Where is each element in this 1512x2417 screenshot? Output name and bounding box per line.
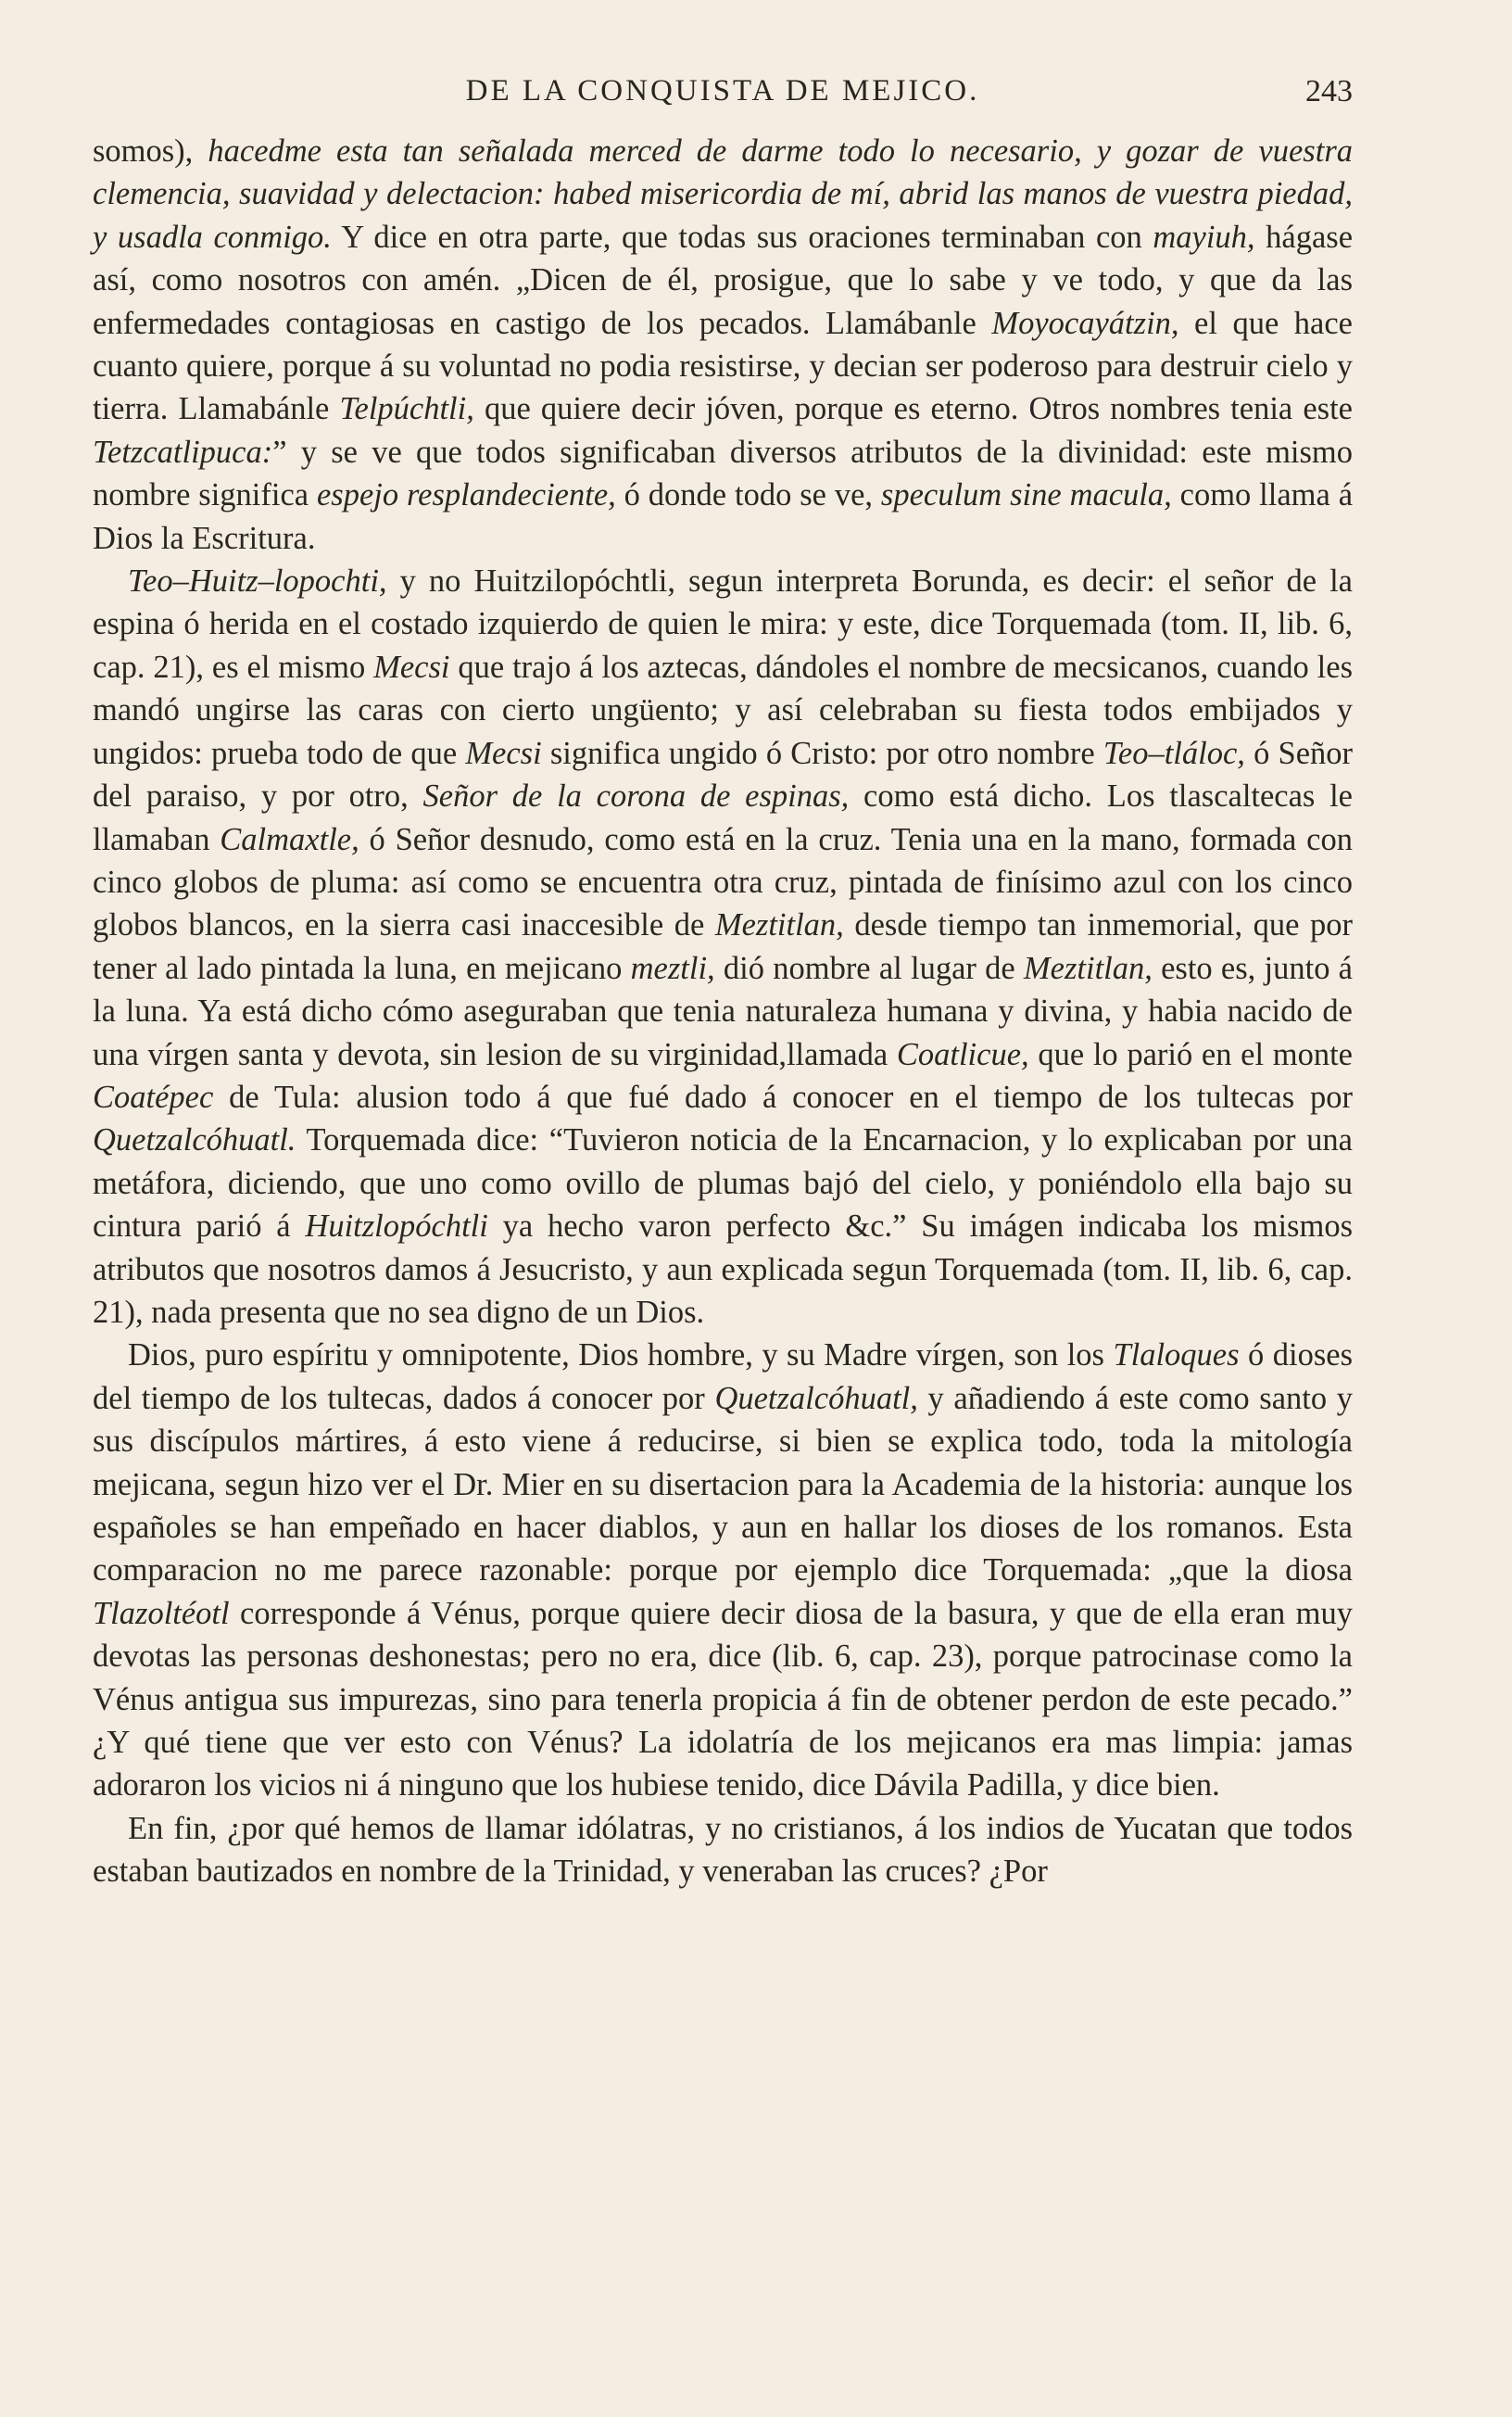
- italic-term: Teo–tláloc,: [1102, 735, 1245, 771]
- text-span: esto es, junto á la luna. Ya está dicho cómo aseguraban que tenia naturaleza humana y divina, y habia nacido de una vírgen santa y devota, sin lesion de su virginidad,llamada: [93, 950, 1353, 1072]
- paragraph-1: [93, 130, 1353, 560]
- text-span: Y dice en otra parte, que todas sus oraciones terminaban con: [331, 219, 1153, 255]
- italic-term: meztli,: [630, 950, 715, 986]
- text-span: que lo parió en el monte: [1028, 1036, 1353, 1072]
- italic-term: Mecsi: [373, 649, 450, 685]
- italic-term: Mecsi: [465, 735, 542, 771]
- text-span: Torquemada dice: “Tuvieron noticia de la Encarnacion, y lo explicaban por una metáfora, diciendo, que uno como ovillo de plumas bajó del cielo, y poniéndolo ella bajo su cintura parió á: [93, 1122, 1353, 1245]
- italic-term: Coatlicue,: [896, 1036, 1029, 1072]
- italic-term: Meztitlan,: [714, 907, 844, 943]
- italic-term: mayiuh,: [1153, 219, 1255, 255]
- text-span: En fin, ¿por qué hemos de llamar idólatras, y no cristianos, á los indios de Yucatan que todos estaban bautizados en nombre de la Trinidad, y veneraban las cruces? ¿Por: [93, 1810, 1353, 1890]
- text-span: dió nombre al lugar de: [714, 950, 1024, 986]
- body-text: [93, 130, 1353, 1893]
- italic-term: Huitzlopóchtli: [305, 1208, 488, 1245]
- text-span: que trajo á los aztecas, dándoles el nombre de mecsicanos, cuando les mandó ungirse las caras con cierto ungüento; y así celebraban su fiesta todos embijados y ungidos: prueba todo de que: [93, 649, 1354, 771]
- text-span: hágase así, como nosotros con amén. „Dicen de él, prosigue, que lo sabe y ve todo, y que da las enfermedades contagiosas en castigo de los pecados. Llamábanle: [93, 219, 1354, 341]
- italic-term: Meztitlan,: [1023, 950, 1153, 986]
- paragraph-2: [93, 560, 1353, 1334]
- text-span: ó dioses del tiempo de los tultecas, dados á conocer por: [93, 1337, 1353, 1416]
- text-span: ó Señor del paraiso, y por otro,: [93, 735, 1353, 815]
- italic-term: Tlazoltéotl: [93, 1595, 230, 1631]
- text-span: como llama á Dios la Escritura.: [93, 477, 1354, 556]
- text-span: ó donde todo se ve,: [615, 477, 881, 513]
- italic-term: espejo resplandeciente,: [316, 477, 616, 513]
- italic-term: Moyocayátzin,: [991, 305, 1179, 341]
- text-span: significa ungido ó Cristo: por otro nombre: [541, 735, 1103, 771]
- text-span: como está dicho. Los tlascaltecas le llamaban: [93, 778, 1353, 857]
- italic-term: Quetzalcóhuatl,: [714, 1380, 918, 1416]
- italic-quote: hacedme esta tan señalada merced de darme todo lo necesario, y gozar de vuestra clemencia, suavidad y delectacion: habed misericordia de mí, abrid las manos de vuestra piedad, y usadla conmigo.: [93, 133, 1353, 255]
- text-span: de Tula: alusion todo á que fué dado á conocer en el tiempo de los tultecas por: [213, 1079, 1353, 1115]
- italic-term: Tlaloques: [1113, 1337, 1240, 1373]
- italic-term: Coatépec: [93, 1079, 214, 1115]
- text-span: somos),: [93, 133, 208, 169]
- italic-term: speculum sine macula,: [880, 477, 1172, 513]
- running-head: [93, 67, 1353, 119]
- text-span: ” y se ve que todos significaban diversos atributos de la divinidad: este mismo nombre significa: [93, 434, 1353, 513]
- italic-term: Teo–Huitz–lopochti,: [128, 563, 387, 600]
- text-span: el que hace cuanto quiere, porque á su voluntad no podia resistirse, y decian ser poderoso para destruir cielo y tierra. Llamabánle: [93, 305, 1353, 427]
- italic-term: Calmaxtle,: [220, 821, 359, 857]
- text-span: corresponde á Vénus, porque quiere decir diosa de la basura, y que de ella eran muy devotas las personas deshonestas; pero no era, dice (lib. 6, cap. 23), porque patrocinase como la Vénus antigua sus impurezas, sino para tenerla propicia á fin de obtener perdon de este pecado.” ¿Y qué tiene que ver esto con Vénus? La idolatría de los mejicanos era mas limpia: jamas adoraron los vicios ni á ninguno que los hubiese tenido, dice Dávila Padilla, y dice bien.: [93, 1595, 1353, 1803]
- text-span: y no Huitzilopóchtli, segun interpreta Borunda, es decir: el señor de la espina ó herida en el costado izquierdo de quien le mira: y este, dice Torquemada (tom. II, lib. 6, cap. 21), es el mismo: [93, 563, 1353, 685]
- text-span: ó Señor desnudo, como está en la cruz. Tenia una en la mano, formada con cinco globos de pluma: así como se encuentra otra cruz, pintada de finísimo azul con los cinco globos blancos, en la sierra casi inaccesible de: [93, 821, 1353, 943]
- text-span: Dios, puro espíritu y omnipotente, Dios hombre, y su Madre vírgen, son los: [128, 1337, 1114, 1373]
- text-span: desde tiempo tan inmemorial, que por tener al lado pintada la luna, en mejicano: [93, 907, 1353, 986]
- text-span: y añadiendo á este como santo y sus discípulos mártires, á esto viene á reducirse, si bien se explica todo, toda la mitología mejicana, segun hizo ver el Dr. Mier en su disertacion para la Academia de la historia: aunque los españoles se han empeñado en hacer diablos, y aun en hallar los dioses de los romanos. Esta comparacion no me parece razonable: porque por ejemplo dice Torquemada: „que la diosa: [93, 1380, 1353, 1588]
- page-number: 243: [1305, 74, 1353, 108]
- text-span: ya hecho varon perfecto &c.” Su imágen indicaba los mismos atributos que nosotros damos á Jesucristo, y aun explicada segun Torquemada (tom. II, lib. 6, cap. 21), nada presenta que no sea digno de un Dios.: [93, 1208, 1353, 1330]
- text-span: que quiere decir jóven, porque es eterno. Otros nombres tenia este: [473, 391, 1353, 427]
- paragraph-4: [93, 1807, 1353, 1893]
- italic-term: Quetzalcóhuatl.: [93, 1122, 296, 1158]
- paragraph-3: [93, 1334, 1353, 1806]
- italic-term: Señor de la corona de espinas,: [422, 778, 850, 815]
- running-title: DE LA CONQUISTA DE MEJICO.: [465, 74, 980, 108]
- italic-term: Telpúchtli,: [339, 391, 474, 427]
- italic-term: Tetzcatlipuca:: [93, 434, 273, 470]
